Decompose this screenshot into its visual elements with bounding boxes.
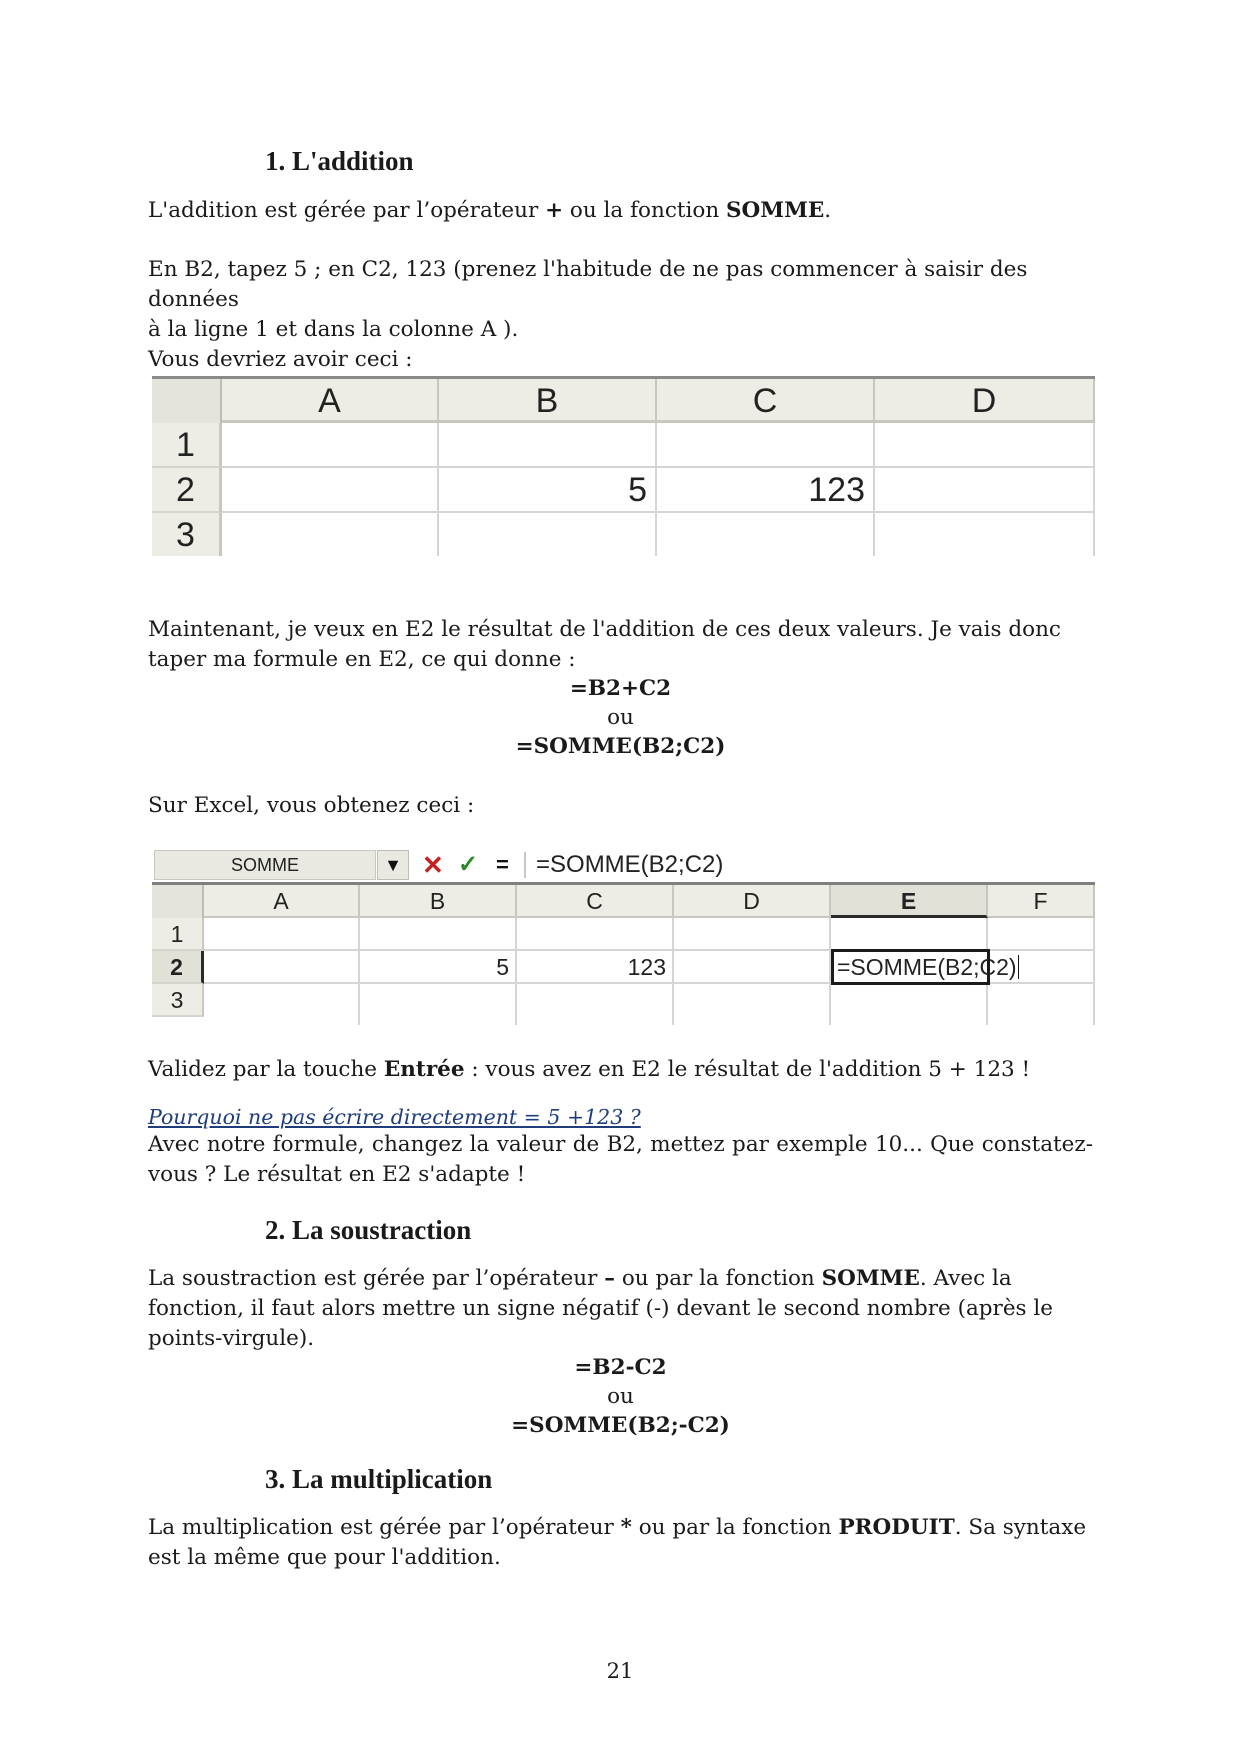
cell-f3[interactable] bbox=[988, 984, 1095, 1025]
instruction-line-1: En B2, tapez 5 ; en C2, 123 (prenez l'habitude de ne pas commencer à saisir des données bbox=[148, 257, 1028, 312]
enter-checkmark-icon[interactable]: ✓ bbox=[458, 851, 479, 878]
spreadsheet-screenshot-2 bbox=[152, 850, 1095, 1022]
formula-input[interactable]: =SOMME(B2;C2) bbox=[536, 851, 724, 878]
sheet-grid bbox=[152, 882, 1095, 1022]
cell-c3[interactable] bbox=[657, 513, 875, 556]
cell-c1[interactable] bbox=[657, 423, 875, 468]
multiplication-text-c: . Sa syntaxe est la même que pour l'addition. bbox=[148, 1515, 1087, 1570]
column-header-b[interactable]: B bbox=[360, 885, 517, 918]
validate-text-a: Validez par la touche bbox=[148, 1057, 384, 1082]
soustraction-text-a: La soustraction est gérée par l’opérateur bbox=[148, 1266, 605, 1291]
instruction-line-3: Vous devriez avoir ceci : bbox=[148, 347, 413, 372]
validate-text-b: : vous avez en E2 le résultat de l'addition 5 + 123 ! bbox=[464, 1057, 1031, 1082]
cell-f1[interactable] bbox=[988, 918, 1095, 951]
column-header-d[interactable]: D bbox=[875, 379, 1095, 423]
cell-b2[interactable]: 5 bbox=[360, 951, 517, 984]
cell-a3[interactable] bbox=[222, 513, 439, 556]
formula-minus: =B2-C2 bbox=[574, 1355, 667, 1380]
multiplication-operator: * bbox=[620, 1515, 632, 1540]
soustraction-text-b: ou par la fonction bbox=[615, 1266, 822, 1291]
cell-d2[interactable] bbox=[674, 951, 831, 984]
excel-intro: Sur Excel, vous obtenez ceci : bbox=[148, 793, 475, 818]
cell-d1[interactable] bbox=[674, 918, 831, 951]
cell-a2[interactable] bbox=[222, 468, 439, 513]
cell-b1[interactable] bbox=[360, 918, 517, 951]
cell-a3[interactable] bbox=[204, 984, 360, 1025]
question-link-line bbox=[148, 1102, 1093, 1133]
column-header-a[interactable]: A bbox=[204, 885, 360, 918]
now-paragraph: Maintenant, je veux en E2 le résultat de l'addition de ces deux valeurs. Je vais donc taper ma formule en E2, ce qui donne : bbox=[148, 617, 1061, 672]
intro-text-a: L'addition est gérée par l’opérateur bbox=[148, 198, 546, 223]
instruction-paragraph bbox=[148, 255, 1093, 375]
intro-function: SOMME bbox=[726, 198, 825, 223]
or-word-1: ou bbox=[607, 705, 634, 730]
or-word-2: ou bbox=[607, 1384, 634, 1409]
soustraction-paragraph bbox=[148, 1264, 1093, 1354]
name-box-dropdown-icon[interactable]: ▼ bbox=[377, 850, 409, 880]
cell-e1[interactable] bbox=[831, 918, 988, 951]
heading-addition: 1. L'addition bbox=[265, 146, 414, 176]
addition-intro bbox=[148, 196, 1093, 226]
column-header-e[interactable]: E bbox=[831, 885, 988, 918]
cell-e2-formula: =SOMME(B2;C2) bbox=[837, 954, 1017, 980]
row-header-2[interactable]: 2 bbox=[152, 951, 204, 984]
cell-b3[interactable] bbox=[439, 513, 657, 556]
cell-c2[interactable]: 123 bbox=[657, 468, 875, 513]
heading-soustraction: 2. La soustraction bbox=[265, 1215, 472, 1245]
intro-text-c: . bbox=[824, 198, 832, 223]
formula-somme: =SOMME(B2;C2) bbox=[515, 734, 726, 759]
multiplication-paragraph bbox=[148, 1513, 1093, 1573]
formula-somme-negative: =SOMME(B2;-C2) bbox=[511, 1413, 730, 1438]
cell-d2[interactable] bbox=[875, 468, 1095, 513]
multiplication-function: PRODUIT bbox=[838, 1515, 955, 1540]
column-header-c[interactable]: C bbox=[517, 885, 674, 918]
formula-bar bbox=[152, 850, 1095, 882]
heading-multiplication: 3. La multiplication bbox=[265, 1464, 493, 1494]
cell-a1[interactable] bbox=[204, 918, 360, 951]
cell-c3[interactable] bbox=[517, 984, 674, 1025]
soustraction-operator: – bbox=[604, 1266, 615, 1291]
spreadsheet-screenshot-1 bbox=[152, 376, 1095, 556]
row-header-2[interactable]: 2 bbox=[152, 468, 222, 513]
formula-plus: =B2+C2 bbox=[569, 676, 672, 701]
multiplication-text-a: La multiplication est gérée par l’opérateur bbox=[148, 1515, 621, 1540]
cell-c1[interactable] bbox=[517, 918, 674, 951]
cell-b2[interactable]: 5 bbox=[439, 468, 657, 513]
cell-e3[interactable] bbox=[831, 984, 988, 1025]
multiplication-text-b: ou par la fonction bbox=[631, 1515, 839, 1540]
validate-paragraph bbox=[148, 1055, 1093, 1085]
explain-paragraph: Avec notre formule, changez la valeur de B2, mettez par exemple 10... Que constatez-vous ? Le résultat en E2 s'adapte ! bbox=[148, 1132, 1093, 1187]
soustraction-text-c: . Avec la fonction, il faut alors mettre un signe négatif (-) devant le second nombre (après le points-virgule). bbox=[148, 1266, 1054, 1351]
cell-a1[interactable] bbox=[222, 423, 439, 468]
column-header-f[interactable]: F bbox=[988, 885, 1095, 918]
cell-e2-editing[interactable] bbox=[831, 949, 1017, 985]
row-header-1[interactable]: 1 bbox=[152, 423, 222, 468]
cancel-icon[interactable]: ✕ bbox=[422, 850, 444, 880]
cell-d3[interactable] bbox=[674, 984, 831, 1025]
text-caret bbox=[1018, 955, 1019, 979]
column-header-c[interactable]: C bbox=[657, 379, 875, 423]
cell-b1[interactable] bbox=[439, 423, 657, 468]
intro-operator: + bbox=[545, 198, 564, 223]
cell-d1[interactable] bbox=[875, 423, 1095, 468]
row-header-3[interactable]: 3 bbox=[152, 984, 204, 1017]
intro-text-b: ou la fonction bbox=[563, 198, 727, 223]
cell-c2[interactable]: 123 bbox=[517, 951, 674, 984]
soustraction-function: SOMME bbox=[821, 1266, 920, 1291]
select-all-corner[interactable] bbox=[152, 379, 222, 423]
insert-function-icon[interactable]: = bbox=[496, 852, 509, 877]
column-header-b[interactable]: B bbox=[439, 379, 657, 423]
column-header-d[interactable]: D bbox=[674, 885, 831, 918]
cell-d3[interactable] bbox=[875, 513, 1095, 556]
column-header-a[interactable]: A bbox=[222, 379, 439, 423]
cell-a2[interactable] bbox=[204, 951, 360, 984]
row-header-3[interactable]: 3 bbox=[152, 513, 222, 556]
select-all-corner[interactable] bbox=[152, 885, 204, 918]
cell-b3[interactable] bbox=[360, 984, 517, 1025]
validate-key: Entrée bbox=[383, 1057, 465, 1082]
page-number: 21 bbox=[606, 1659, 634, 1683]
question-link[interactable]: Pourquoi ne pas écrire directement = 5 +123 ? bbox=[148, 1105, 641, 1129]
formula-bar-divider bbox=[524, 852, 526, 878]
name-box[interactable]: SOMME bbox=[154, 850, 376, 880]
row-header-1[interactable]: 1 bbox=[152, 918, 204, 951]
instruction-line-2: à la ligne 1 et dans la colonne A ). bbox=[148, 317, 519, 342]
